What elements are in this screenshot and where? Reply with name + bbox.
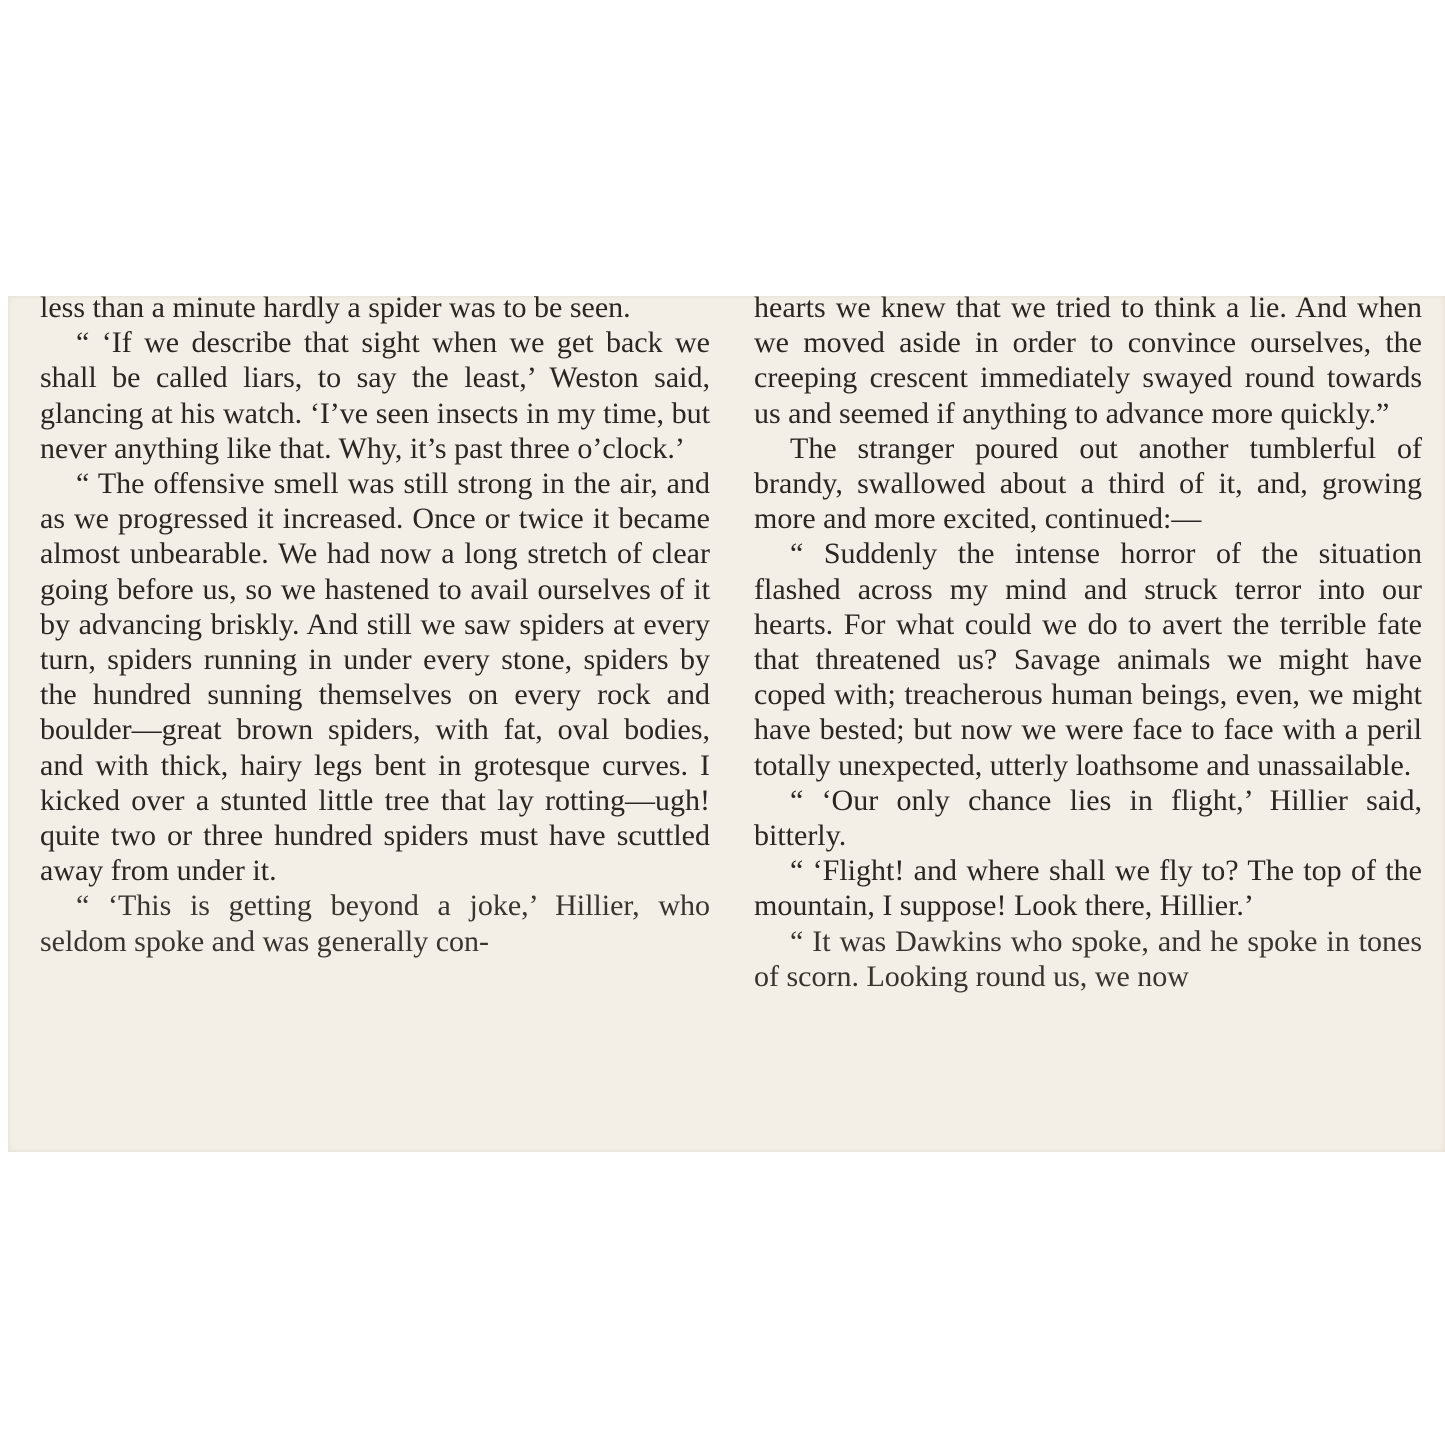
paragraph: less than a minute hardly a spider was to be seen. xyxy=(40,296,631,324)
paragraph: “ Suddenly the intense horror of the situation flashed across my mind and struck terror into our hearts. For what could we do to avert the terrible fate that threatened us? Savage animals we might have coped with; treacherous human beings, even, we might have bested; but now we were face to face with a peril totally unexpected, utterly loathsome and unassailable. xyxy=(754,537,1422,782)
newspaper-clipping xyxy=(8,296,1445,1152)
paragraph: hearts we knew that we tried to think a lie. And when we moved aside in order to convince ourselves, the creeping crescent immediately swayed round towards us and seemed if anything to advance more quickly.” xyxy=(754,296,1422,430)
paragraph: “ ‘Our only chance lies in flight,’ Hillier said, bitterly. xyxy=(754,783,1422,853)
paragraph: “ ‘Flight! and where shall we fly to? The top of the mountain, I suppose! Look there, Hillier.’ xyxy=(754,854,1422,923)
paragraph: “ ‘If we describe that sight when we get back we shall be called liars, to say the least,’ Weston said, glancing at his watch. ‘I’ve seen insects in my time, but never anything like that. Why, it’s past three o’clock.’ xyxy=(40,326,710,465)
paragraph: “ ‘This is getting beyond a joke,’ Hillier, who seldom spoke and was generally con- xyxy=(40,889,710,958)
paragraph: The stranger poured out another tumblerful of brandy, swallowed about a third of it, and, growing more and more excited, continued:— xyxy=(754,431,1422,536)
right-text-column xyxy=(754,296,1422,994)
left-text-column xyxy=(40,296,710,959)
paragraph: “ It was Dawkins who spoke, and he spoke in tones of scorn. Looking round us, we now xyxy=(754,924,1422,993)
paragraph: “ The offensive smell was still strong in the air, and as we progressed it increased. Once or twice it became almost unbearable. We had now a long stretch of clear going before us, so we hastened to avail ourselves of it by advancing briskly. And still we saw spiders at every turn, spiders running in under every stone, spiders by the hundred sunning themselves on every rock and boulder—great brown spiders, with fat, oval bodies, and with thick, hairy legs bent in grotesque curves. I kicked over a stunted little tree that lay rotting—ugh! quite two or three hundred spiders must have scuttled away from under it. xyxy=(40,467,710,888)
